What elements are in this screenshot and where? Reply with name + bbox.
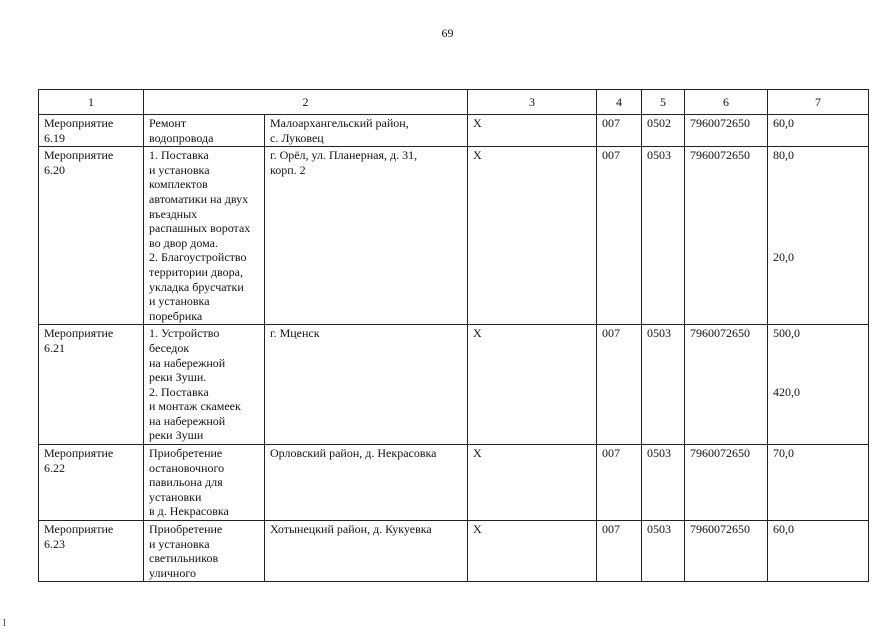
description-cell-line: укладка брусчатки bbox=[149, 279, 244, 294]
description-cell-line: 2. Поставка bbox=[149, 384, 209, 399]
event-cell-line: 6.19 bbox=[44, 130, 65, 145]
description-cell-line: на набережной bbox=[149, 413, 226, 428]
amount-value: 70,0 bbox=[773, 446, 794, 461]
col5-cell: 0503 bbox=[642, 521, 685, 582]
event-cell-line: Мероприятие bbox=[44, 522, 114, 537]
description-cell-line: уличного bbox=[149, 565, 196, 580]
event-cell-line: 6.23 bbox=[44, 536, 65, 551]
col5-cell: 0503 bbox=[642, 147, 685, 325]
description-cell-line: въездных bbox=[149, 206, 198, 221]
location-cell-line: г. Орёл, ул. Планерная, д. 31, bbox=[270, 148, 418, 163]
amount-value: 500,0 bbox=[773, 326, 800, 341]
location-cell bbox=[265, 445, 468, 521]
col3-cell: X bbox=[468, 325, 597, 445]
event-cell-line: Мероприятие bbox=[44, 326, 114, 341]
description-cell-line: во двор дома. bbox=[149, 235, 218, 250]
description-cell-line: Приобретение bbox=[149, 522, 223, 537]
col6-cell: 7960072650 bbox=[685, 325, 768, 445]
location-cell-line: Хотынецкий район, д. Кукуевка bbox=[270, 522, 432, 537]
header-col-3: 3 bbox=[468, 90, 597, 115]
description-cell-line: и установка bbox=[149, 294, 210, 309]
event-cell bbox=[39, 521, 144, 582]
event-cell-line: Мероприятие bbox=[44, 446, 114, 461]
description-cell-line: в д. Некрасовка bbox=[149, 504, 229, 519]
location-cell bbox=[265, 115, 468, 147]
location-cell-line: с. Луковец bbox=[270, 130, 324, 145]
table-row bbox=[39, 445, 869, 521]
header-row bbox=[39, 90, 869, 115]
amount-cell bbox=[768, 147, 869, 325]
description-cell-line: установки bbox=[149, 489, 202, 504]
col6-cell: 7960072650 bbox=[685, 115, 768, 147]
description-cell-line: комплектов bbox=[149, 177, 208, 192]
col4-cell: 007 bbox=[597, 445, 642, 521]
event-cell-line: Мероприятие bbox=[44, 116, 114, 130]
col4-cell: 007 bbox=[597, 115, 642, 147]
col4-cell: 007 bbox=[597, 521, 642, 582]
activities-table bbox=[38, 89, 869, 582]
event-cell bbox=[39, 445, 144, 521]
location-cell-line: Малоархангельский район, bbox=[270, 116, 409, 130]
event-cell-line: 6.22 bbox=[44, 460, 65, 475]
col4-cell: 007 bbox=[597, 147, 642, 325]
description-cell bbox=[144, 325, 265, 445]
table-row bbox=[39, 521, 869, 582]
col5-cell: 0503 bbox=[642, 325, 685, 445]
col6-cell: 7960072650 bbox=[685, 147, 768, 325]
event-cell-line: 6.20 bbox=[44, 162, 65, 177]
amount-value: 20,0 bbox=[773, 250, 794, 265]
col6-cell: 7960072650 bbox=[685, 445, 768, 521]
description-cell bbox=[144, 147, 265, 325]
col3-cell: X bbox=[468, 147, 597, 325]
description-cell-line: реки Зуши bbox=[149, 428, 204, 443]
location-cell bbox=[265, 325, 468, 445]
event-cell-line: 6.21 bbox=[44, 340, 65, 355]
location-cell-line: г. Мценск bbox=[270, 326, 320, 341]
description-cell-line: 1. Устройство bbox=[149, 326, 220, 341]
description-cell-line: водопровода bbox=[149, 130, 214, 145]
col5-cell: 0503 bbox=[642, 445, 685, 521]
page-number: 69 bbox=[441, 26, 454, 40]
description-cell-line: и установка bbox=[149, 162, 210, 177]
description-cell bbox=[144, 115, 265, 147]
amount-value: 60,0 bbox=[773, 522, 794, 537]
description-cell-line: беседок bbox=[149, 340, 190, 355]
table-row bbox=[39, 115, 869, 147]
amount-value: 80,0 bbox=[773, 148, 794, 163]
amount-value: 420,0 bbox=[773, 384, 800, 399]
description-cell-line: Приобретение bbox=[149, 446, 223, 461]
event-cell bbox=[39, 115, 144, 147]
table-row bbox=[39, 147, 869, 325]
location-cell-line: корп. 2 bbox=[270, 162, 306, 177]
header-col-1: 1 bbox=[39, 90, 144, 115]
header-col-5: 5 bbox=[642, 90, 685, 115]
description-cell-line: и установка bbox=[149, 536, 210, 551]
location-cell-line: Орловский район, д. Некрасовка bbox=[270, 446, 437, 461]
description-cell-line: территории двора, bbox=[149, 264, 243, 279]
location-cell bbox=[265, 521, 468, 582]
corner-mark: l bbox=[3, 618, 6, 629]
location-cell bbox=[265, 147, 468, 325]
col3-cell: X bbox=[468, 521, 597, 582]
header-col-4: 4 bbox=[597, 90, 642, 115]
header-col-6: 6 bbox=[685, 90, 768, 115]
description-cell-line: на набережной bbox=[149, 355, 226, 370]
event-cell bbox=[39, 147, 144, 325]
col6-cell: 7960072650 bbox=[685, 521, 768, 582]
description-cell-line: павильона для bbox=[149, 475, 223, 490]
amount-cell bbox=[768, 325, 869, 445]
description-cell-line: и монтаж скамеек bbox=[149, 399, 241, 414]
description-cell bbox=[144, 445, 265, 521]
amount-cell bbox=[768, 115, 869, 147]
event-cell-line: Мероприятие bbox=[44, 148, 114, 163]
amount-cell bbox=[768, 521, 869, 582]
table-row bbox=[39, 325, 869, 445]
header-col-2: 2 bbox=[144, 90, 468, 115]
description-cell-line: поребрика bbox=[149, 308, 203, 323]
col3-cell: X bbox=[468, 445, 597, 521]
description-cell-line: автоматики на двух bbox=[149, 191, 249, 206]
amount-cell bbox=[768, 445, 869, 521]
description-cell-line: светильников bbox=[149, 551, 219, 566]
description-cell-line: 2. Благоустройство bbox=[149, 250, 247, 265]
col4-cell: 007 bbox=[597, 325, 642, 445]
description-cell-line: 1. Поставка bbox=[149, 148, 209, 163]
description-cell-line: реки Зуши. bbox=[149, 370, 207, 385]
description-cell-line: распашных воротах bbox=[149, 221, 251, 236]
amount-value: 60,0 bbox=[773, 116, 794, 130]
description-cell bbox=[144, 521, 265, 582]
description-cell-line: Ремонт bbox=[149, 116, 187, 130]
col3-cell: X bbox=[468, 115, 597, 147]
header-col-7: 7 bbox=[768, 90, 869, 115]
description-cell-line: остановочного bbox=[149, 460, 225, 475]
col5-cell: 0502 bbox=[642, 115, 685, 147]
event-cell bbox=[39, 325, 144, 445]
